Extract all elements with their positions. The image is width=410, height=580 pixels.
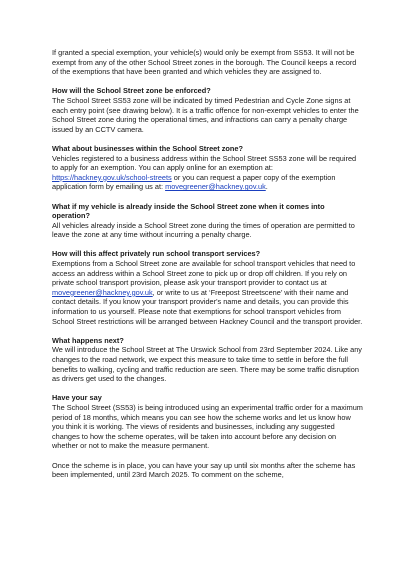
inside-zone-heading: What if my vehicle is already inside the School Street zone when it comes into operation?: [52, 201, 325, 221]
businesses-section: [52, 144, 364, 192]
have-your-say-section: [52, 393, 364, 451]
have-your-say-heading: Have your say: [52, 393, 102, 403]
school-streets-link[interactable]: https://hackney.gov.uk/school-streets: [52, 172, 172, 182]
transport-heading: How will this affect privately run school transport services?: [52, 249, 261, 259]
intro-section: [52, 48, 364, 77]
enforcement-section: [52, 86, 364, 134]
comment-paragraph: Once the scheme is in place, you can have your say up until six months after the scheme has been implemented, until 23rd March 2025. To comment on the scheme,: [52, 460, 356, 480]
enforcement-heading: How will the School Street zone be enforced?: [52, 86, 211, 96]
comment-section: [52, 461, 364, 480]
businesses-email-link[interactable]: movegreener@hackney.gov.uk: [165, 182, 266, 192]
businesses-text-end: .: [265, 182, 268, 192]
next-steps-paragraph: We will introduce the School Street at The Urswick School from 23rd September 2024. Like any changes to the road network, we expect this measure to take time to settle in before the full benefits to walking, cycling and traffic reduction are seen. There may be some traffic disruption as drivers get used to the changes.: [52, 345, 362, 384]
enforcement-paragraph: The School Street SS53 zone will be indicated by timed Pedestrian and Cycle Zone signs at each entry point (see drawing below). It is a traffic offence for non-exempt vehicles to enter the School Street zone during the operational times, and infractions can carry a penalty charge issued by an CCTV camera.: [52, 95, 359, 134]
next-steps-section: [52, 336, 364, 384]
intro-paragraph: If granted a special exemption, your vehicle(s) would only be exempt from SS53. It will not be exempt from any of the other School Street zones in the borough. The Council keeps a record of the exemptions that have been granted and which vehicles they are assigned to.: [52, 48, 357, 77]
transport-section: [52, 249, 364, 326]
businesses-heading: What about businesses within the School Street zone?: [52, 143, 243, 153]
have-your-say-paragraph: The School Street (SS53) is being introduced using an experimental traffic order for a maximum period of 18 months, which means you can see how the scheme works and let us know how you think it is working. The views of residents and businesses, including any suggested changes to how the scheme operates, will be taken into account before any decision on whether or not to make the measure permanent.: [52, 402, 363, 451]
businesses-text-middle: or you can request a paper copy of the exemption application form by emailing us at:: [52, 172, 336, 192]
transport-paragraph: [52, 259, 364, 326]
businesses-paragraph: [52, 154, 364, 192]
businesses-text-start: Vehicles registered to a business address within the School Street SS53 zone will be required to apply for an exemption. You can apply online for an exemption at:: [52, 153, 357, 173]
transport-email-link[interactable]: movegreener@hackney.gov.uk: [52, 287, 153, 297]
document-page: [52, 48, 364, 480]
next-steps-heading: What happens next?: [52, 335, 124, 345]
transport-text-end: , or write to us at ‘Freepost Streetscene’ with their name and contact details. If you know your transport provider's name and details, you can provide this information to us yourself. Please note that exemptions for school transport vehicles from School Street restrictions will be arranged between Hackney Council and the transport provider.: [52, 287, 363, 326]
inside-zone-section: [52, 202, 364, 240]
inside-zone-paragraph: All vehicles already inside a School Street zone during the times of operation are permitted to leave the zone at any time without incurring a penalty charge.: [52, 220, 355, 240]
transport-text-start: Exemptions from a School Street zone are available for school transport vehicles that need to access an address within a School Street zone to pick up or drop off children. If you rely on private school transport provision, please ask your transport provider to contact us at: [52, 259, 356, 288]
